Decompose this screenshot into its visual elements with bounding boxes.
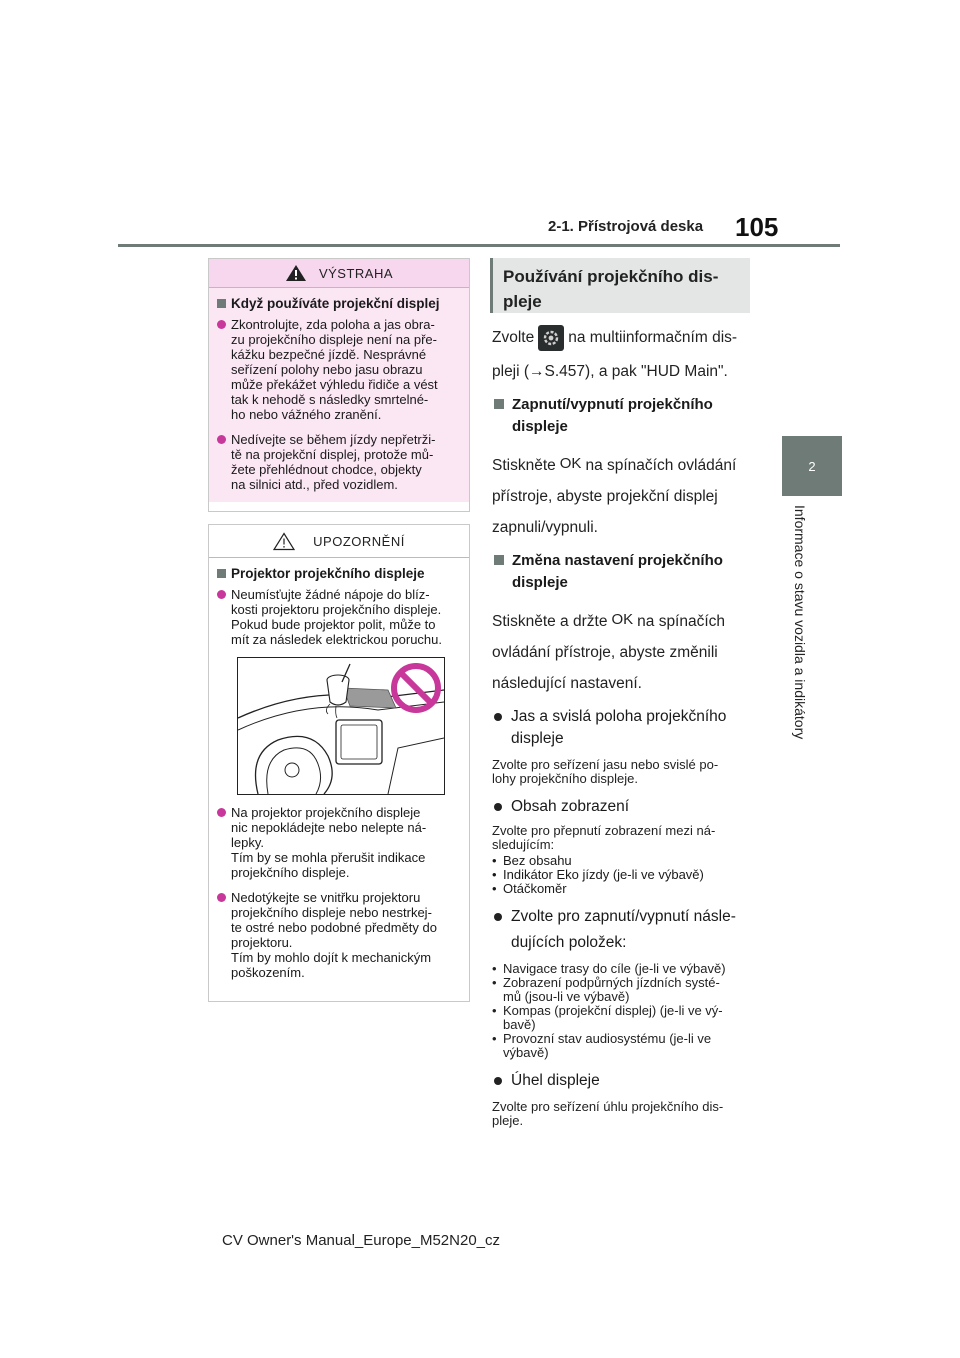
settings-paragraph <box>492 606 754 636</box>
feature-3-list <box>492 962 754 1060</box>
ok-button-icon: OK <box>559 455 582 472</box>
chapter-tab <box>782 436 842 496</box>
round-bullet-icon <box>217 320 226 329</box>
feature-4-label: Úhel displeje <box>511 1072 600 1089</box>
caution-item-text: Nedotýkejte se vnitřku projektoru projekčního displeje nebo nestrkej- te ostré nebo podobné předměty do projektoru. Tím by mohlo dojít k mechanickým poškozením. <box>231 890 437 980</box>
onoff-paragraph <box>492 450 754 480</box>
caution-item-text: Na projektor projekčního displeje nic nepokládejte nebo nelepte ná- lepky. Tím by se mohla přerušit indikace projekčního displeje. <box>231 805 427 880</box>
square-bullet-icon <box>217 569 226 578</box>
warning-title: VÝSTRAHA <box>318 265 394 281</box>
list-item: • Indikátor Eko jízdy (je-li ve výbavě) <box>492 868 754 882</box>
settings-text-c: ovládání přístroje, abyste změnili <box>492 644 718 661</box>
list-item: • Provozní stav audiosystému (je-li ve výbavě) <box>492 1032 754 1060</box>
chapter-title: Informace o stavu vozidla a indikátory <box>792 505 808 740</box>
settings-text-b: na spínačích <box>637 613 726 630</box>
warning-item-text: Nedívejte se během jízdy nepřetrži- tě na projekční displej, protože mů- žete přehlédnout chodce, objekty na silnici atd., před vozidlem. <box>231 432 436 492</box>
dot-bullet-icon <box>494 803 502 811</box>
round-bullet-icon <box>217 808 226 817</box>
settings-heading-line-2: displeje <box>512 574 568 591</box>
caution-item <box>217 587 461 647</box>
feature-angle <box>492 1070 754 1092</box>
onoff-text-b: na spínačích ovládání <box>585 457 737 474</box>
onoff-heading-line-1: Zapnutí/vypnutí projekčního <box>512 396 713 413</box>
feature-1-line-2: displeje <box>511 730 564 747</box>
dot-bullet-icon <box>494 1077 502 1085</box>
onoff-heading-line-2: displeje <box>512 418 568 435</box>
dot-bullet-icon <box>494 913 502 921</box>
round-bullet-icon <box>217 893 226 902</box>
settings-text-d: následující nastavení. <box>492 675 642 692</box>
caution-body <box>209 558 469 996</box>
feature-1-line-1: Jas a svislá poloha projekčního <box>511 708 727 725</box>
ok-button-icon: OK <box>611 611 634 628</box>
dot-bullet-icon <box>494 713 502 721</box>
usage-title-line-1: Používání projekčního dis- <box>503 267 719 286</box>
intro-text-a: Zvolte <box>492 329 535 346</box>
warning-header <box>209 259 469 288</box>
square-bullet-icon <box>494 555 504 565</box>
onoff-text-a: Stiskněte <box>492 457 556 474</box>
intro-text-b: na multiinformačním dis- <box>568 329 738 346</box>
caution-item-text: Neumísťujte žádné nápoje do blíz- kosti projektoru projekčního displeje. Pokud bude projektor polit, může to mít za následek elektrickou poruchu. <box>231 587 442 647</box>
onoff-text-d: zapnuli/vypnuli. <box>492 519 598 536</box>
usage-title-line-2: pleje <box>503 292 542 311</box>
projector-drink-illustration <box>237 657 445 795</box>
feature-brightness <box>492 706 754 750</box>
onoff-text-c: přístroje, abyste projekční displej <box>492 488 718 505</box>
feature-3-line-2: dujících položek: <box>511 934 627 951</box>
intro-paragraph <box>492 324 754 352</box>
caution-subheading-text: Projektor projekčního displeje <box>231 566 425 581</box>
feature-4-description: Zvolte pro seřízení úhlu projekčního dis- pleje. <box>492 1099 724 1128</box>
caution-header <box>209 525 469 558</box>
list-item: • Otáčkoměr <box>492 882 754 896</box>
feature-2-description: Zvolte pro přepnutí zobrazení mezi ná- sledujícím: <box>492 823 716 852</box>
list-item: • Navigace trasy do cíle (je-li ve výbavě) <box>492 962 754 976</box>
square-bullet-icon <box>494 399 504 409</box>
warning-item <box>217 317 461 422</box>
footer-document-id: CV Owner's Manual_Europe_M52N20_cz <box>222 1232 501 1249</box>
settings-text-a: Stiskněte a držte <box>492 613 608 630</box>
round-bullet-icon <box>217 590 226 599</box>
feature-3-line-1: Zvolte pro zapnutí/vypnutí násle- <box>511 908 736 925</box>
settings-heading <box>492 550 754 594</box>
caution-item <box>217 890 461 980</box>
settings-gear-icon <box>538 325 564 351</box>
caution-box <box>208 524 470 1002</box>
warning-box <box>208 258 470 512</box>
list-item: • Zobrazení podpůrných jízdních systé- mů (jsou-li ve výbavě) <box>492 976 754 1004</box>
feature-2-label: Obsah zobrazení <box>511 798 630 815</box>
round-bullet-icon <box>217 435 226 444</box>
warning-item <box>217 432 461 492</box>
chapter-number: 2 <box>808 458 816 474</box>
usage-section-title <box>490 258 750 313</box>
page-number: 105 <box>735 212 779 242</box>
caution-subheading <box>217 566 461 581</box>
square-bullet-icon <box>217 299 226 308</box>
caution-title: UPOZORNĚNÍ <box>313 533 405 549</box>
feature-content <box>492 796 754 818</box>
chapter-vertical-title <box>786 505 810 760</box>
feature-1-description: Zvolte pro seřízení jasu nebo svislé po- lohy projekčního displeje. <box>492 757 719 786</box>
feature-2-list <box>492 854 754 896</box>
list-item: • Kompas (projekční displej) (je-li ve vý- bavě) <box>492 1004 754 1032</box>
caution-item <box>217 805 461 880</box>
warning-body <box>209 288 469 502</box>
onoff-heading <box>492 394 754 438</box>
warning-triangle-icon <box>285 264 307 282</box>
section-title: 2-1. Přístrojová deska <box>548 218 704 235</box>
intro-text-c: pleji (→S.457), a pak "HUD Main". <box>492 363 728 380</box>
warning-item-text: Zkontrolujte, zda poloha a jas obra- zu projekčního displeje není na pře- kážku bezpečné jízdě. Nesprávné seřízení polohy nebo jasu obrazu může překážet výhledu řidiče a vést tak k nehodě s následky smrtelné- ho nebo vážného zranění. <box>231 317 438 422</box>
feature-toggle-items <box>492 906 754 954</box>
usage-content <box>492 324 754 1128</box>
warning-subheading <box>217 296 461 311</box>
caution-triangle-icon <box>273 532 295 551</box>
warning-subheading-text: Když používáte projekční displej <box>231 296 440 311</box>
header-rule <box>118 244 840 247</box>
list-item: • Bez obsahu <box>492 854 754 868</box>
settings-heading-line-1: Změna nastavení projekčního <box>512 552 723 569</box>
